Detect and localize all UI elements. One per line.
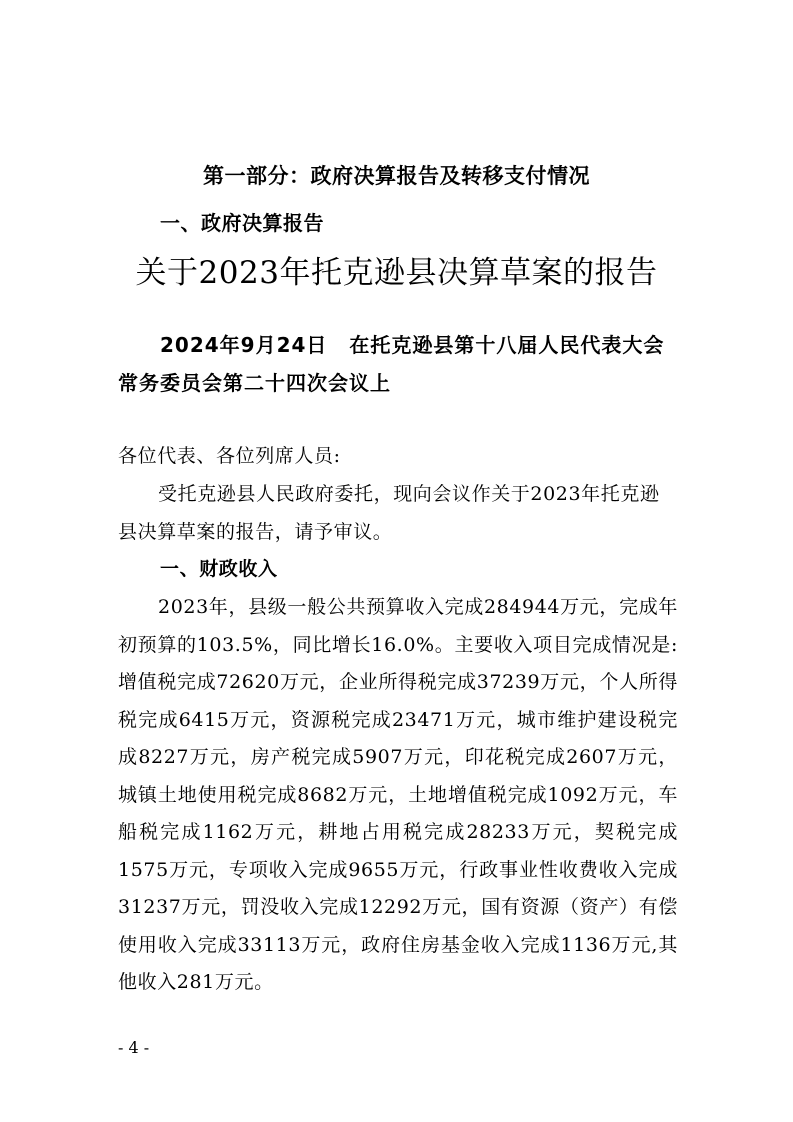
page-number: - 4 - [118, 1038, 150, 1057]
meeting-info [118, 326, 678, 402]
part-title: 第一部分：政府决算报告及转移支付情况 [203, 164, 590, 188]
meeting-venue-1: 在托克逊县第十八届人民代表大会 [349, 333, 665, 357]
meeting-venue-2: 常务委员会第二十四次会议上 [118, 371, 391, 395]
meeting-line-1 [118, 326, 678, 364]
meeting-date: 2024年9月24日 [160, 333, 328, 357]
revenue-paragraph: 2023年，县级一般公共预算收入完成284944万元，完成年初预算的103.5%，同比增长16.0%。主要收入项目完成情况是: 增值税完成72620万元，企业所得税完成37239万元，个人所得税完成6415万元，资源税完成23471万元，城市维护建设税完成8227万元，房产税完成5907万元，印花税完成2607万元，城镇土地使用税完成8682万元，土地增值税完成1092万元，车船税完成1162万元，耕地占用税完成28233万元，契税完成1575万元，专项收入完成9655万元，行政事业性收费收入完成31237万元，罚没收入完成12292万元，国有资源（资产）有偿使用收入完成33113万元，政府住房基金收入完成1136万元,其他收入281万元。 [118, 596, 678, 993]
report-title: 关于2023年托克逊县决算草案的报告 [135, 255, 658, 291]
section-title: 一、政府决算报告 [160, 211, 324, 235]
salutation: 各位代表、各位列席人员: [118, 445, 341, 467]
intro-paragraph: 受托克逊县人民政府委托，现向会议作关于2023年托克逊县决算草案的报告，请予审议。 [118, 483, 660, 543]
sub-heading-revenue: 一、财政收入 [160, 558, 278, 580]
